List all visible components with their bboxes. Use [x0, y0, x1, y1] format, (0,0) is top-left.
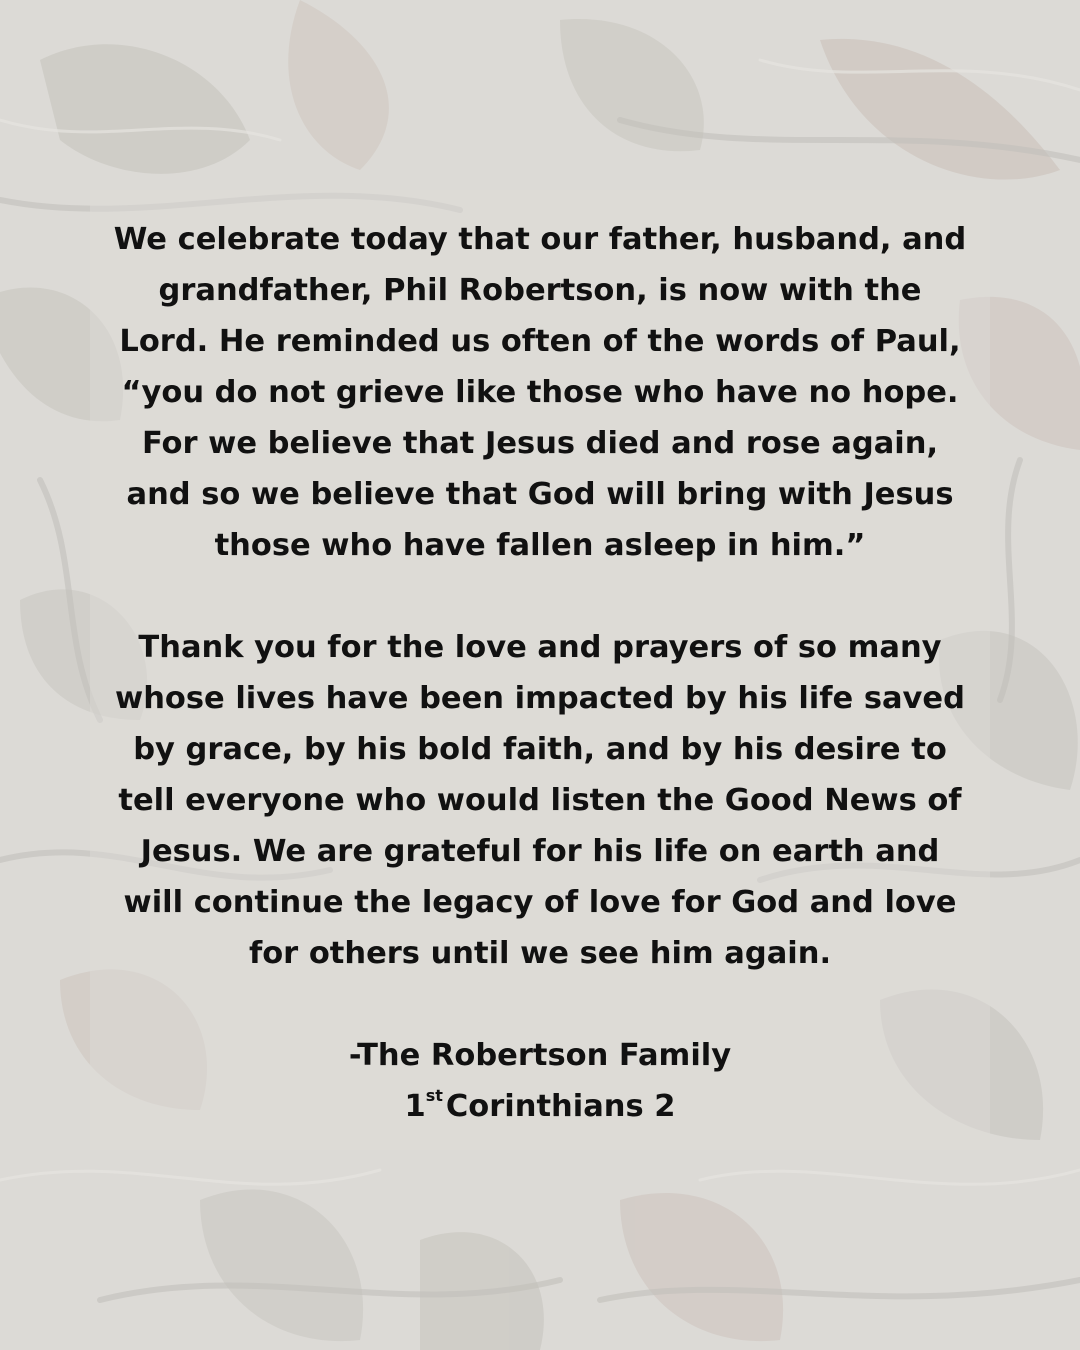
paragraph-gap: [0, 571, 1080, 622]
memorial-statement: [0, 214, 1080, 1132]
statement-line: tell everyone who would listen the Good News of: [118, 783, 962, 818]
family-signature: -The Robertson Family: [348, 1038, 732, 1073]
reference-number: 1: [404, 1089, 426, 1124]
paragraph-gap: [0, 979, 1080, 1030]
statement-line: Jesus. We are grateful for his life on earth and: [140, 834, 940, 869]
statement-line: will continue the legacy of love for God and love: [123, 885, 957, 920]
statement-line: Lord. He reminded us often of the words of Paul,: [119, 324, 961, 359]
statement-line: for others until we see him again.: [248, 936, 832, 971]
statement-line: those who have fallen asleep in him.”: [214, 528, 866, 563]
statement-line: whose lives have been impacted by his life saved: [115, 681, 965, 716]
reference-book: Corinthians 2: [445, 1089, 676, 1124]
statement-line: grandfather, Phil Robertson, is now with the: [158, 273, 922, 308]
statement-line: We celebrate today that our father, husband, and: [113, 222, 967, 257]
statement-line: Thank you for the love and prayers of so many: [138, 630, 942, 665]
statement-line: For we believe that Jesus died and rose again,: [141, 426, 939, 461]
scripture-reference: [0, 1081, 1080, 1132]
statement-line: and so we believe that God will bring with Jesus: [126, 477, 954, 512]
statement-line: by grace, by his bold faith, and by his desire to: [133, 732, 947, 767]
statement-line: “you do not grieve like those who have no hope.: [121, 375, 959, 410]
reference-ordinal-suffix: st: [425, 1085, 443, 1105]
